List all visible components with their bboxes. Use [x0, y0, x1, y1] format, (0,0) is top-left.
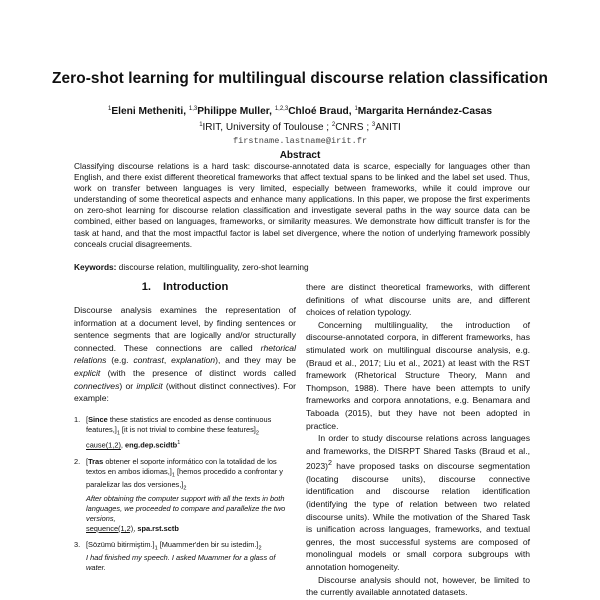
right-column: [306, 281, 530, 599]
corpus-label: spa.rst.sctb: [137, 523, 179, 533]
abstract-heading: Abstract: [279, 150, 321, 161]
example-text: [Muammer'den bir su istedim.]: [157, 539, 259, 549]
body-paragraph: Concerning multilinguality, the introduction of discourse-annotated corpora, in different frameworks, has stimulated work on multilingual discourse analysis, e.g. (Braud et al., 2017; Liu et al., 2021) at least with the RST framework (Rhetorical Structure Theory, Mann and Thompson, 1988). There have been attempts to unify frameworks and corpora annotations, e.g. Benamara and Taboada (2015), but they have not been adopted in practice.: [306, 319, 530, 431]
intro-text: ,: [163, 355, 172, 366]
body-text: In order to study discourse relations across languages and frameworks, the DISRPT Shared Tasks (Braud et al., 2023): [306, 433, 530, 472]
example-text: [it is not trivial to combine these features]: [119, 424, 256, 434]
intro-term: connectives: [74, 380, 120, 391]
example-item: [74, 415, 296, 451]
body-paragraph: there are distinct theoretical frameworks, with different definitions of what discourse units are, and different choices of relation typology.: [306, 282, 530, 318]
example-text: obtener el soporte informático con la totalidad de los textos en ambos idiomas,]: [86, 456, 277, 476]
affil-2-mark: 2: [331, 122, 336, 128]
example-index: 2: [258, 545, 262, 552]
author-3-affil: 1,2,3: [274, 106, 289, 112]
example-number: 3.: [74, 539, 81, 549]
example-source: [86, 540, 296, 553]
keywords: [74, 262, 530, 272]
corpus-label: eng.dep.scidtb: [125, 440, 178, 450]
body-text: have proposed tasks on discourse segmentation (locating discourse units), discourse connective identification and discourse relation identification (identifying the type of relation between two related discourse units). While the motivation of the Shared Task is unification across languages, frameworks, and textual genres, the most successful systems are composed of monolingual models or small corpora subgroups with annotation homogeneity.: [306, 461, 530, 572]
affil-3-mark: 3: [371, 122, 376, 128]
example-source: [86, 457, 296, 494]
section-title: Introduction: [163, 281, 229, 293]
author-1-affil: 1: [108, 106, 112, 112]
keywords-label: Keywords:: [74, 262, 117, 272]
example-text: these statistics are encoded as dense continuous features,]: [86, 414, 272, 434]
keywords-text: discourse relation, multilinguality, zero-shot learning: [118, 262, 309, 272]
section-heading: [74, 281, 296, 293]
example-source: [86, 415, 296, 438]
footnote-mark[interactable]: 2: [327, 459, 332, 468]
paper-title: Zero-shot learning for multilingual discourse relation classification: [51, 70, 549, 87]
abstract-text: Classifying discourse relations is a hard task: discourse-annotated data is scarce, especially for languages other than English, and there exist different theoretical frameworks that affect textual spans to be linked and the label set used. Thus, work on transfer between languages is very limited, especially between frameworks, while it could improve our understanding of some theoretical aspects and enhance many applications. In this paper, we propose the first experiments on zero-shot learning for discourse relation classification and investigate several paths in the way source data can be combined, either based on languages, frameworks, or similarity measures. We demonstrate how difficult transfer is for the task at hand, and that the most impactful factor is label set divergence, where the notion of underlying framework possibly conceals crucial disagreements.: [74, 161, 530, 249]
example-number: 2.: [74, 456, 81, 466]
example-index: 1: [154, 545, 158, 552]
example-translation: I had finished my speech. I asked Muammer for a glass of water.: [86, 553, 276, 573]
example-relation: sequence(1,2), spa.rst.sctb: [86, 523, 179, 533]
example-connective: Tras: [88, 456, 104, 466]
affil-2: CNRS ;: [335, 122, 370, 133]
example-item: [74, 540, 296, 573]
example-item: [74, 457, 296, 534]
intro-term: explanation: [171, 355, 216, 366]
example-connective: Since: [88, 414, 108, 424]
author-3-name: Chloé Braud,: [288, 106, 352, 117]
affiliations: [20, 122, 580, 133]
intro-term: rhetorical relations: [74, 342, 296, 366]
author-2-affil: 1,3: [188, 106, 198, 112]
example-list: [74, 415, 296, 573]
footnote-mark[interactable]: 1: [177, 440, 181, 447]
intro-text: ) or: [119, 380, 137, 391]
intro-term: explicit: [74, 367, 101, 378]
intro-text: Discourse analysis examines the representation of information at a document level, by finding sentences or sentence segments that are logically and/or structurally connected. These connections are called: [74, 305, 296, 353]
section-number: 1.: [141, 281, 152, 293]
example-translation: After obtaining the computer support with all the texts in both languages, we proceeded to compare and parallelize the two versions,: [86, 493, 286, 523]
affil-3: ANITI: [375, 122, 401, 133]
example-text: [Sözümü bitirmiştim.]: [86, 539, 155, 549]
example-text: [: [86, 414, 89, 424]
intro-text: (e.g.: [106, 355, 134, 366]
author-4-affil: 1: [354, 106, 358, 112]
example-relation: cause(1,2), eng.dep.scidtb$^1$: [86, 440, 181, 450]
body-paragraph: [306, 432, 530, 573]
intro-term: implicit: [136, 380, 163, 391]
affil-1-mark: 1: [199, 122, 203, 128]
intro-paragraph: [74, 304, 296, 405]
example-text: [: [86, 456, 89, 466]
author-1-name: Eleni Metheniti,: [111, 106, 187, 117]
example-index: 2: [255, 430, 259, 437]
intro-text: (without distinct connectives). For example:: [74, 380, 296, 404]
example-number: 1.: [74, 414, 81, 424]
relation-label: cause(1,2): [86, 440, 121, 450]
left-column: [74, 281, 296, 579]
affil-1: IRIT, University of Toulouse ;: [202, 122, 330, 133]
author-email[interactable]: firstname.lastname@irit.fr: [232, 136, 368, 146]
example-index: 1: [171, 472, 175, 479]
author-2-name: Philippe Muller,: [197, 106, 272, 117]
example-index: 1: [116, 430, 120, 437]
example-index: 2: [183, 485, 187, 492]
relation-label: sequence(1,2): [86, 523, 134, 533]
intro-term: contrast: [133, 355, 164, 366]
example-text: [hemos procedido a confrontar y paralelizar las dos versiones,]: [86, 466, 283, 490]
intro-text: (with the presence of distinct words called: [100, 367, 296, 378]
intro-text: ), and they may be: [215, 355, 296, 366]
body-paragraph: Discourse analysis should not, however, be limited to the currently available annotated datasets.: [306, 574, 530, 598]
author-4-name: Margarita Hernández-Casas: [357, 106, 492, 117]
author-list: [20, 106, 580, 117]
